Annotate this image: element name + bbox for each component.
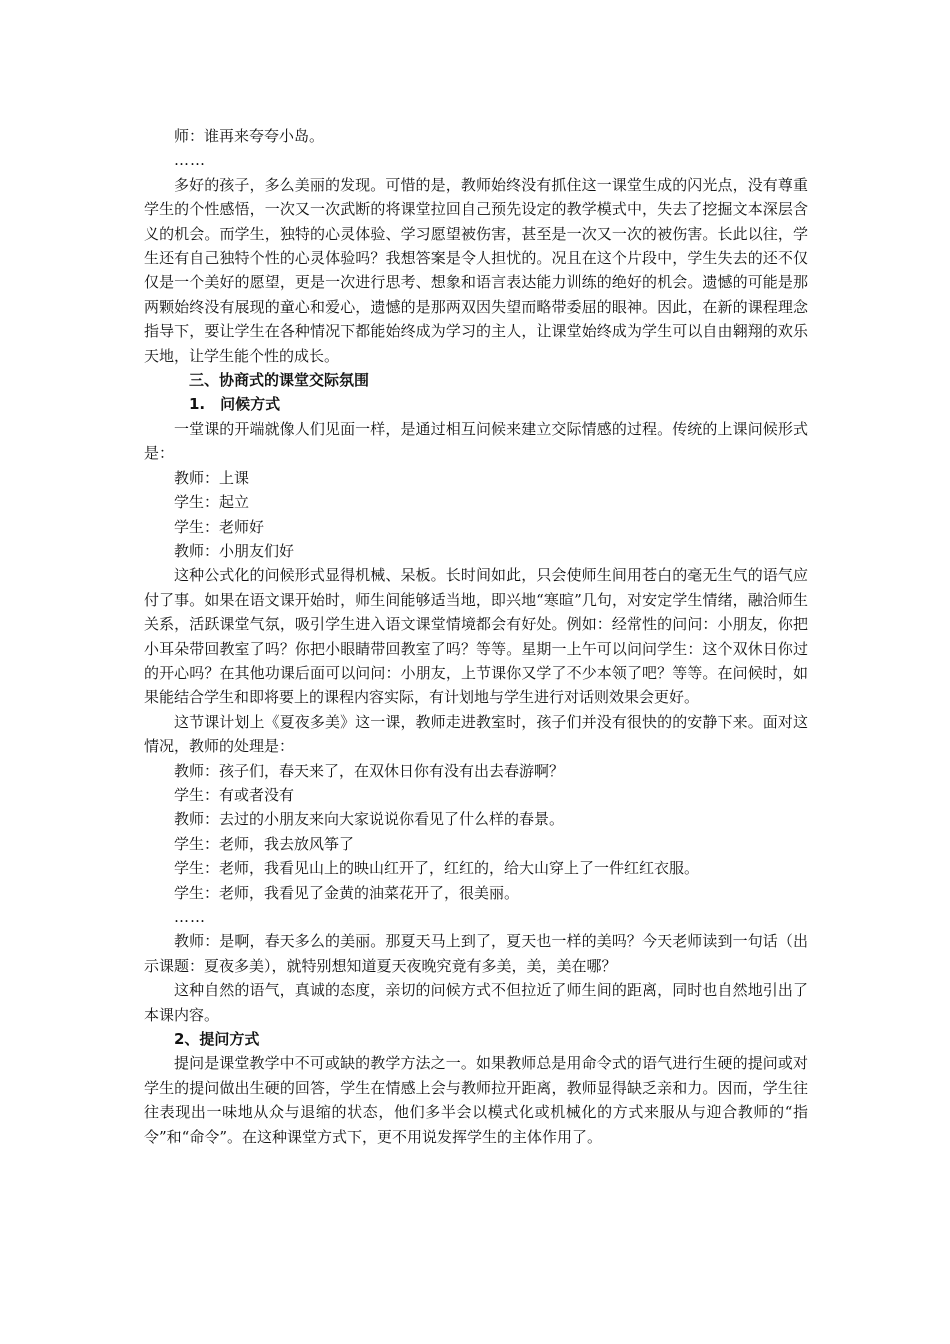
- body-paragraph: 多好的孩子，多么美丽的发现。可惜的是，教师始终没有抓住这一课堂生成的闪光点，没有尊重学生的个性感悟，一次又一次武断的将课堂拉回自己预先设定的教学模式中，失去了挖掘文本深层含义的机会。而学生，独特的心灵体验、学习愿望被伤害，甚至是一次又一次的被伤害。长此以往，学生还有自己独特个性的心灵体验吗？我想答案是令人担忧的。况且在这个片段中，学生失去的还不仅仅是一个美好的愿望，更是一次进行思考、想象和语言表达能力训练的绝好的机会。遗憾的可能是那两颗始终没有展现的童心和爱心，遗憾的是那两双因失望而略带委屈的眼神。因此，在新的课程理念指导下，要让学生在各种情况下都能始终成为学习的主人，让课堂始终成为学生可以自由翱翔的欢乐天地，让学生能个性的成长。: [144, 175, 808, 365]
- ellipsis: ……: [174, 151, 206, 170]
- dialogue-line: 学生：老师，我看见山上的映山红开了，红红的，给大山穿上了一件红红衣服。: [174, 859, 700, 878]
- dialogue-line: 教师：孩子们，春天来了，在双休日你有没有出去春游啊？: [174, 761, 565, 780]
- dialogue-line: 学生：有或者没有: [174, 785, 295, 804]
- body-paragraph: 这种公式化的问候形式显得机械、呆板。长时间如此，只会使师生间用苍白的毫无生气的语气应付了事。如果在语文课开始时，师生间能够适当地，即兴地“寒暄”几句，对安定学生情绪，融洽师生关系，活跃课堂气氛，吸引学生进入语文课堂情境都会有好处。例如：经常性的问问：小朋友，你把小耳朵带回教室了吗？你把小眼睛带回教室了吗？等等。星期一上午可以问问学生：这个双休日你过的开心吗？在其他功课后面可以问问：小朋友，上节课你又学了不少本领了吧？等等。在问候时，如果能结合学生和即将要上的课程内容实际，有计划地与学生进行对话则效果会更好。: [144, 566, 808, 707]
- subsection-heading: 1. 问候方式: [189, 395, 281, 414]
- dialogue-line: 学生：老师，我去放风筝了: [174, 834, 355, 853]
- ellipsis: ……: [174, 908, 206, 926]
- dialogue-line: 教师：小朋友们好: [174, 541, 295, 560]
- body-paragraph: 这节课计划上《夏夜多美》这一课，教师走进教室时，孩子们并没有很快的的安静下来。面对这情况，教师的处理是：: [144, 712, 808, 756]
- section-heading: 三、协商式的课堂交际氛围: [189, 371, 370, 390]
- dialogue-line: 师：谁再来夸夸小岛。: [174, 127, 325, 145]
- subsection-heading: 2、提问方式: [174, 1030, 260, 1049]
- dialogue-line: 教师：去过的小朋友来向大家说说你看见了什么样的春景。: [174, 810, 565, 829]
- body-paragraph: 一堂课的开端就像人们见面一样，是通过相互问候来建立交际情感的过程。传统的上课问候形式是：: [144, 419, 808, 463]
- dialogue-line: 教师：上课: [174, 468, 250, 487]
- dialogue-line: 教师：是啊，春天多么的美丽。那夏天马上到了，夏天也一样的美吗？今天老师读到一句话（出示课题：夏夜多美），就特别想知道夏天夜晚究竟有多美，美，美在哪？: [144, 932, 808, 975]
- dialogue-line: 学生：老师，我看见了金黄的油菜花开了，很美丽。: [174, 883, 520, 902]
- body-paragraph: 这种自然的语气，真诚的态度，亲切的问候方式不但拉近了师生间的距离，同时也自然地引出了本课内容。: [144, 981, 808, 1024]
- dialogue-line: 学生：老师好: [174, 517, 265, 536]
- document-page: [144, 124, 808, 1149]
- dialogue-line: 学生：起立: [174, 493, 250, 512]
- body-paragraph: 提问是课堂教学中不可或缺的教学方法之一。如果教师总是用命令式的语气进行生硬的提问或对学生的提问做出生硬的回答，学生在情感上会与教师拉开距离，教师显得缺乏亲和力。因而，学生往往表现出一味地从众与退缩的状态，他们多半会以模式化或机械化的方式来服从与迎合教师的“指令”和“命令”。在这种课堂方式下，更不用说发挥学生的主体作用了。: [144, 1054, 808, 1146]
